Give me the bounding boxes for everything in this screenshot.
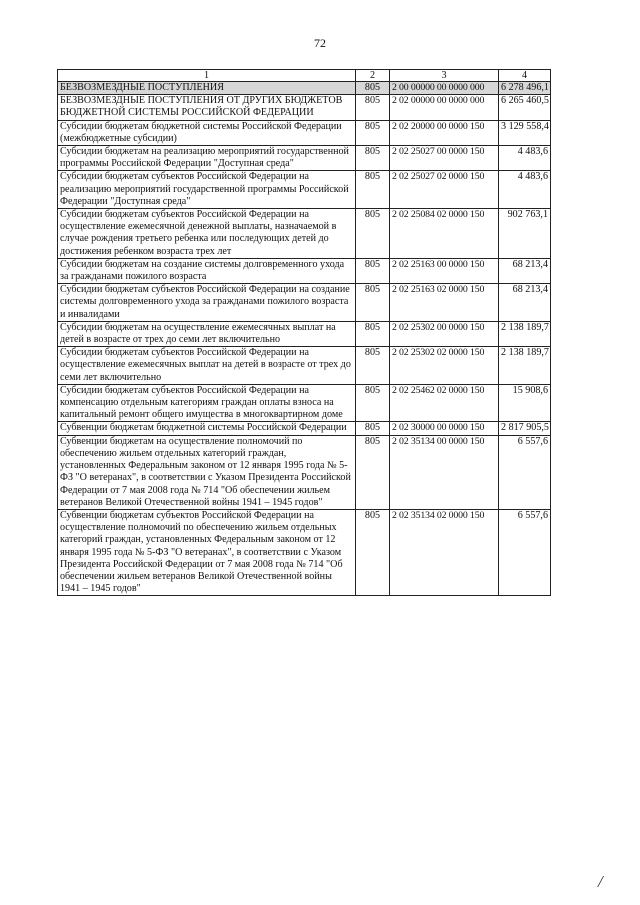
header-row — [58, 70, 551, 82]
budget-revenue-table — [57, 69, 551, 596]
cell-amount: 6 278 496,1 — [499, 82, 551, 95]
table-row — [58, 321, 551, 346]
cell-admin-code: 805 — [356, 435, 390, 509]
cell-amount: 2 817 905,5 — [499, 422, 551, 435]
cell-name: Субсидии бюджетам на осуществление ежемесячных выплат на детей в возрасте от трех до семи лет включительно — [58, 321, 356, 346]
cell-budget-code: 2 02 25462 02 0000 150 — [390, 384, 499, 422]
cell-admin-code: 805 — [356, 209, 390, 259]
cell-admin-code: 805 — [356, 284, 390, 322]
cell-name: Субсидии бюджетам субъектов Российской Федерации на компенсацию отдельным категориям граждан оплаты взноса на капитальный ремонт общего имущества в многоквартирном доме — [58, 384, 356, 422]
table-row — [58, 347, 551, 385]
cell-amount: 902 763,1 — [499, 209, 551, 259]
header-col-3: 3 — [390, 70, 499, 82]
cell-amount: 68 213,4 — [499, 284, 551, 322]
cell-name: Субвенции бюджетам субъектов Российской Федерации на осуществление полномочий по обеспечению жильем отдельных категорий граждан, установленных Федеральным законом от 12 января 1995 года № 5-ФЗ "О ветеранах", в соответствии с Указом Президента Российской Федерации от 7 мая 2008 года № 714 "Об обеспечении жильем ветеранов Великой Отечественной войны 1941 – 1945 годов" — [58, 509, 356, 595]
cell-budget-code: 2 02 25027 02 0000 150 — [390, 171, 499, 209]
cell-budget-code: 2 02 30000 00 0000 150 — [390, 422, 499, 435]
cell-admin-code: 805 — [356, 95, 390, 120]
cell-admin-code: 805 — [356, 258, 390, 283]
cell-budget-code: 2 02 00000 00 0000 000 — [390, 95, 499, 120]
table-row — [58, 146, 551, 171]
cell-admin-code: 805 — [356, 321, 390, 346]
table-body — [58, 82, 551, 596]
cell-name: Субвенции бюджетам бюджетной системы Российской Федерации — [58, 422, 356, 435]
table-header — [58, 70, 551, 82]
cell-admin-code: 805 — [356, 120, 390, 145]
table-row — [58, 384, 551, 422]
table-row — [58, 82, 551, 95]
cell-amount: 4 483,6 — [499, 146, 551, 171]
cell-amount: 3 129 558,4 — [499, 120, 551, 145]
header-col-1: 1 — [58, 70, 356, 82]
cell-admin-code: 805 — [356, 82, 390, 95]
cell-budget-code: 2 02 25163 02 0000 150 — [390, 284, 499, 322]
margin-mark: / — [598, 872, 603, 891]
cell-budget-code: 2 02 25084 02 0000 150 — [390, 209, 499, 259]
cell-admin-code: 805 — [356, 171, 390, 209]
table-row — [58, 209, 551, 259]
cell-name: Субсидии бюджетам бюджетной системы Российской Федерации (межбюджетные субсидии) — [58, 120, 356, 145]
header-col-4: 4 — [499, 70, 551, 82]
header-col-2: 2 — [356, 70, 390, 82]
cell-admin-code: 805 — [356, 347, 390, 385]
cell-amount: 6 265 460,5 — [499, 95, 551, 120]
cell-name: Субсидии бюджетам субъектов Российской Федерации на осуществление ежемесячных выплат на детей в возрасте от трех до семи лет включительно — [58, 347, 356, 385]
cell-budget-code: 2 02 20000 00 0000 150 — [390, 120, 499, 145]
table-row — [58, 95, 551, 120]
cell-amount: 68 213,4 — [499, 258, 551, 283]
cell-name: Субвенции бюджетам на осуществление полномочий по обеспечению жильем отдельных категорий граждан, установленных Федеральным законом от 12 января 1995 года № 5-ФЗ "О ветеранах", в соответствии с Указом Президента Российской Федерации от 7 мая 2008 года № 714 "Об обеспечении жильем ветеранов Великой Отечественной войны 1941 – 1945 годов" — [58, 435, 356, 509]
cell-name: Субсидии бюджетам субъектов Российской Федерации на осуществление ежемесячной денежной выплаты, назначаемой в случае рождения третьего ребенка или последующих детей до достижения ребенком возраста трех лет — [58, 209, 356, 259]
table-row — [58, 171, 551, 209]
table-row — [58, 284, 551, 322]
cell-admin-code: 805 — [356, 146, 390, 171]
cell-name: Субсидии бюджетам на создание системы долговременного ухода за гражданами пожилого возраста — [58, 258, 356, 283]
cell-name: Субсидии бюджетам субъектов Российской Федерации на реализацию мероприятий государственной программы Российской Федерации "Доступная среда" — [58, 171, 356, 209]
cell-admin-code: 805 — [356, 509, 390, 595]
table-row — [58, 509, 551, 595]
cell-amount: 15 908,6 — [499, 384, 551, 422]
cell-amount: 4 483,6 — [499, 171, 551, 209]
cell-admin-code: 805 — [356, 422, 390, 435]
cell-amount: 2 138 189,7 — [499, 321, 551, 346]
cell-budget-code: 2 02 35134 00 0000 150 — [390, 435, 499, 509]
table-row — [58, 120, 551, 145]
cell-admin-code: 805 — [356, 384, 390, 422]
table-row — [58, 435, 551, 509]
cell-budget-code: 2 02 25302 02 0000 150 — [390, 347, 499, 385]
cell-budget-code: 2 02 25027 00 0000 150 — [390, 146, 499, 171]
table-row — [58, 422, 551, 435]
table-row — [58, 258, 551, 283]
cell-budget-code: 2 02 25163 00 0000 150 — [390, 258, 499, 283]
page-number: 72 — [314, 36, 326, 50]
cell-name: БЕЗВОЗМЕЗДНЫЕ ПОСТУПЛЕНИЯ — [58, 82, 356, 95]
cell-amount: 6 557,6 — [499, 435, 551, 509]
cell-name: Субсидии бюджетам субъектов Российской Федерации на создание системы долговременного ухода за гражданами пожилого возраста и инвалидами — [58, 284, 356, 322]
cell-budget-code: 2 02 25302 00 0000 150 — [390, 321, 499, 346]
cell-name: БЕЗВОЗМЕЗДНЫЕ ПОСТУПЛЕНИЯ ОТ ДРУГИХ БЮДЖЕТОВ БЮДЖЕТНОЙ СИСТЕМЫ РОССИЙСКОЙ ФЕДЕРАЦИИ — [58, 95, 356, 120]
cell-amount: 6 557,6 — [499, 509, 551, 595]
cell-budget-code: 2 00 00000 00 0000 000 — [390, 82, 499, 95]
cell-amount: 2 138 189,7 — [499, 347, 551, 385]
cell-budget-code: 2 02 35134 02 0000 150 — [390, 509, 499, 595]
cell-name: Субсидии бюджетам на реализацию мероприятий государственной программы Российской Федерации "Доступная среда" — [58, 146, 356, 171]
